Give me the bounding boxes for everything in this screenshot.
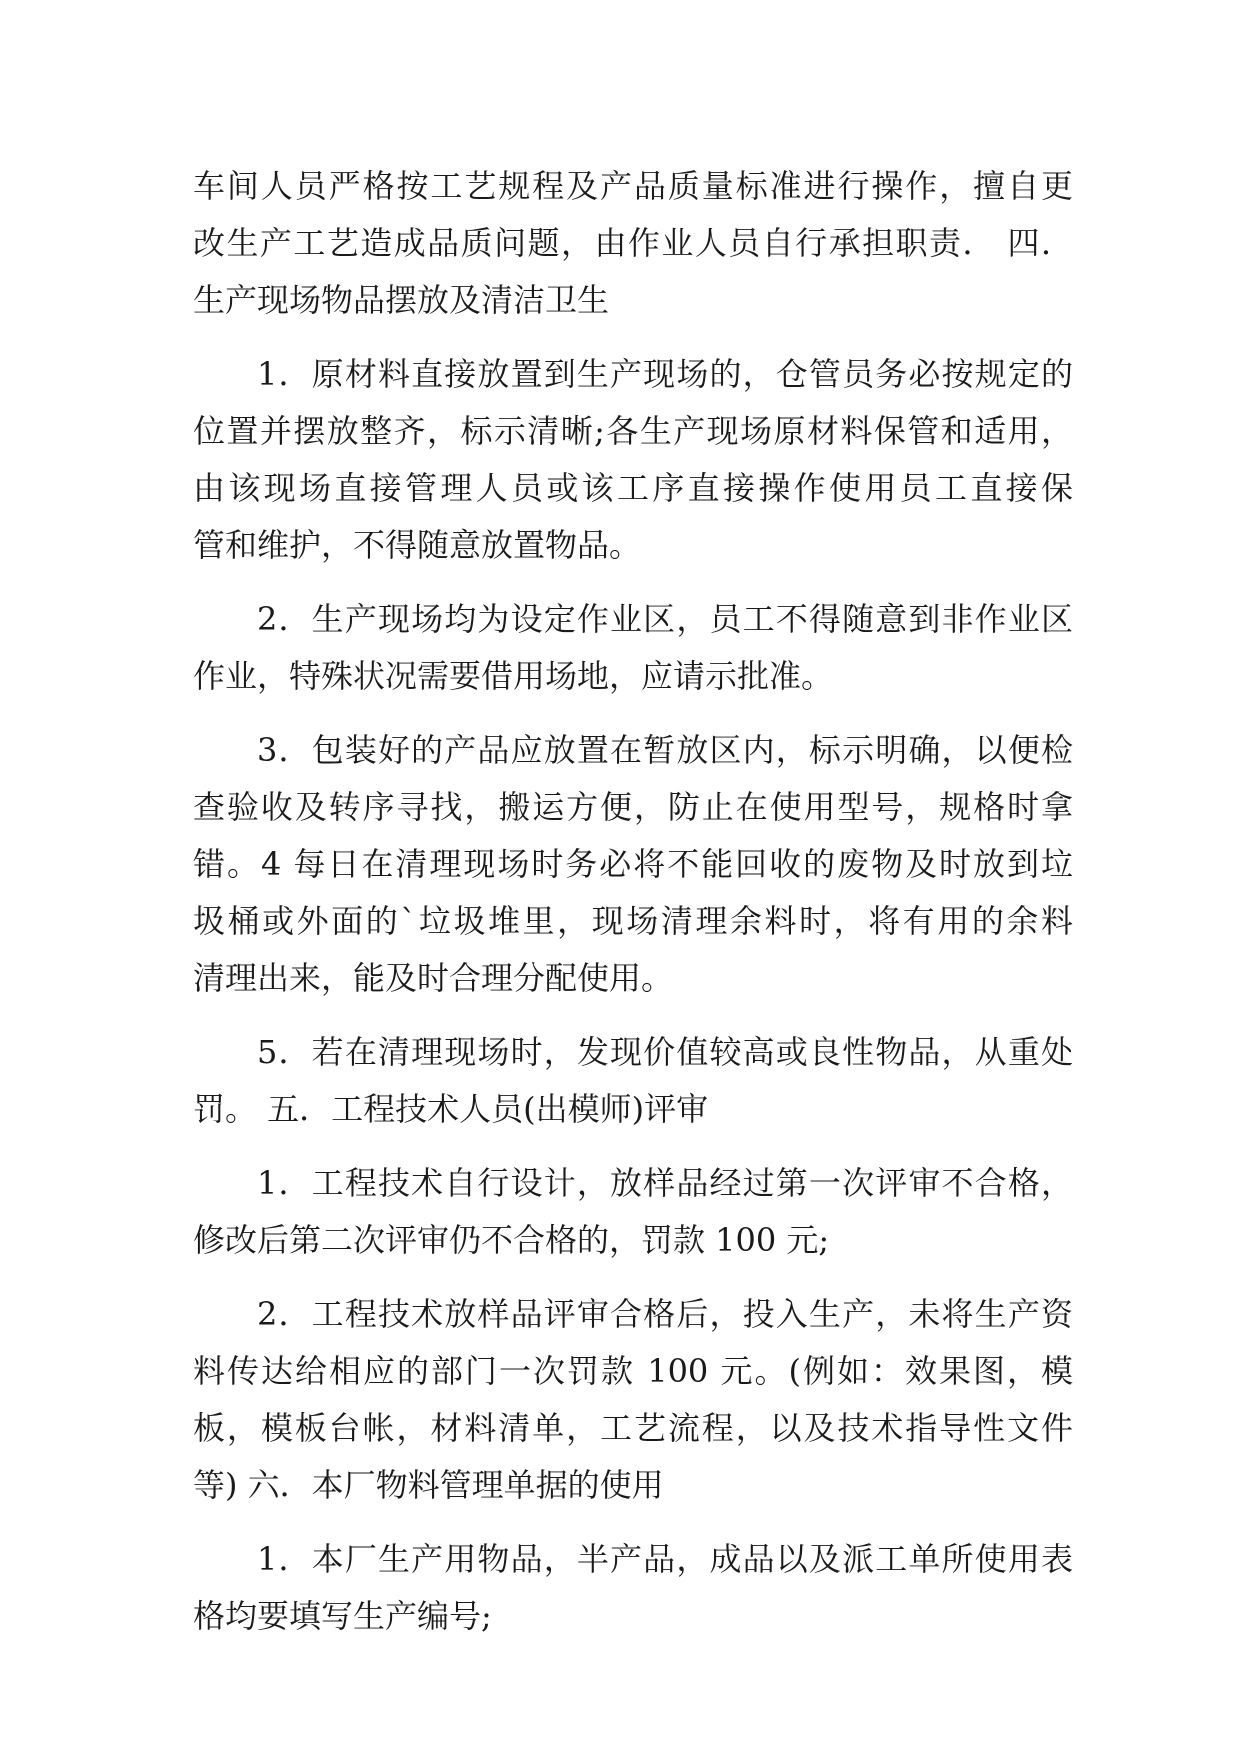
text-line: 料传达给相应的部门一次罚款 100 元。(例如：效果图，模 [193, 1352, 1073, 1390]
text-line: 生产现场物品摆放及清洁卫生 [193, 281, 610, 319]
text-line: 格均要填写生产编号; [193, 1597, 492, 1635]
text-line: 车间人员严格按工艺规程及产品质量标准进行操作，擅自更 [193, 167, 1073, 205]
text-line: 等) 六．本厂物料管理单据的使用 [193, 1466, 664, 1504]
text-line: 错。4 每日在清理现场时务必将不能回收的废物及时放到垃 [193, 845, 1073, 883]
document-body [193, 158, 1073, 1645]
text-line: 1．本厂生产用物品，半产品，成品以及派工单所使用表 [257, 1540, 1073, 1578]
text-line: 1．工程技术自行设计，放样品经过第一次评审不合格， [257, 1164, 1073, 1202]
text-line: 2．工程技术放样品评审合格后，投入生产，未将生产资 [257, 1295, 1073, 1333]
text-line: 查验收及转序寻找，搬运方便，防止在使用型号，规格时拿 [193, 788, 1073, 826]
text-line: 1．原材料直接放置到生产现场的，仓管员务必按规定的 [257, 355, 1073, 393]
text-line: 5．若在清理现场时，发现价值较高或良性物品，从重处 [257, 1033, 1073, 1071]
text-line: 圾桶或外面的`垃圾堆里，现场清理余料时，将有用的余料 [193, 902, 1073, 940]
text-line: 管和维护，不得随意放置物品。 [193, 526, 642, 564]
text-line: 3．包装好的产品应放置在暂放区内，标示明确，以便检 [257, 731, 1073, 769]
text-line: 改生产工艺造成品质问题，由作业人员自行承担职责． 四． [193, 224, 1073, 262]
text-line: 作业，特殊状况需要借用场地，应请示批准。 [193, 657, 834, 695]
text-line: 位置并摆放整齐，标示清晰;各生产现场原材料保管和适用， [193, 412, 1073, 450]
text-line: 罚。 五．工程技术人员(出模师)评审 [193, 1090, 709, 1128]
text-line: 修改后第二次评审仍不合格的，罚款 100 元; [193, 1221, 830, 1259]
text-line: 2．生产现场均为设定作业区，员工不得随意到非作业区 [257, 600, 1073, 638]
text-line: 由该现场直接管理人员或该工序直接操作使用员工直接保 [193, 469, 1073, 507]
text-line: 板，模板台帐，材料清单，工艺流程，以及技术指导性文件 [193, 1409, 1073, 1447]
text-line: 清理出来，能及时合理分配使用。 [193, 959, 674, 997]
